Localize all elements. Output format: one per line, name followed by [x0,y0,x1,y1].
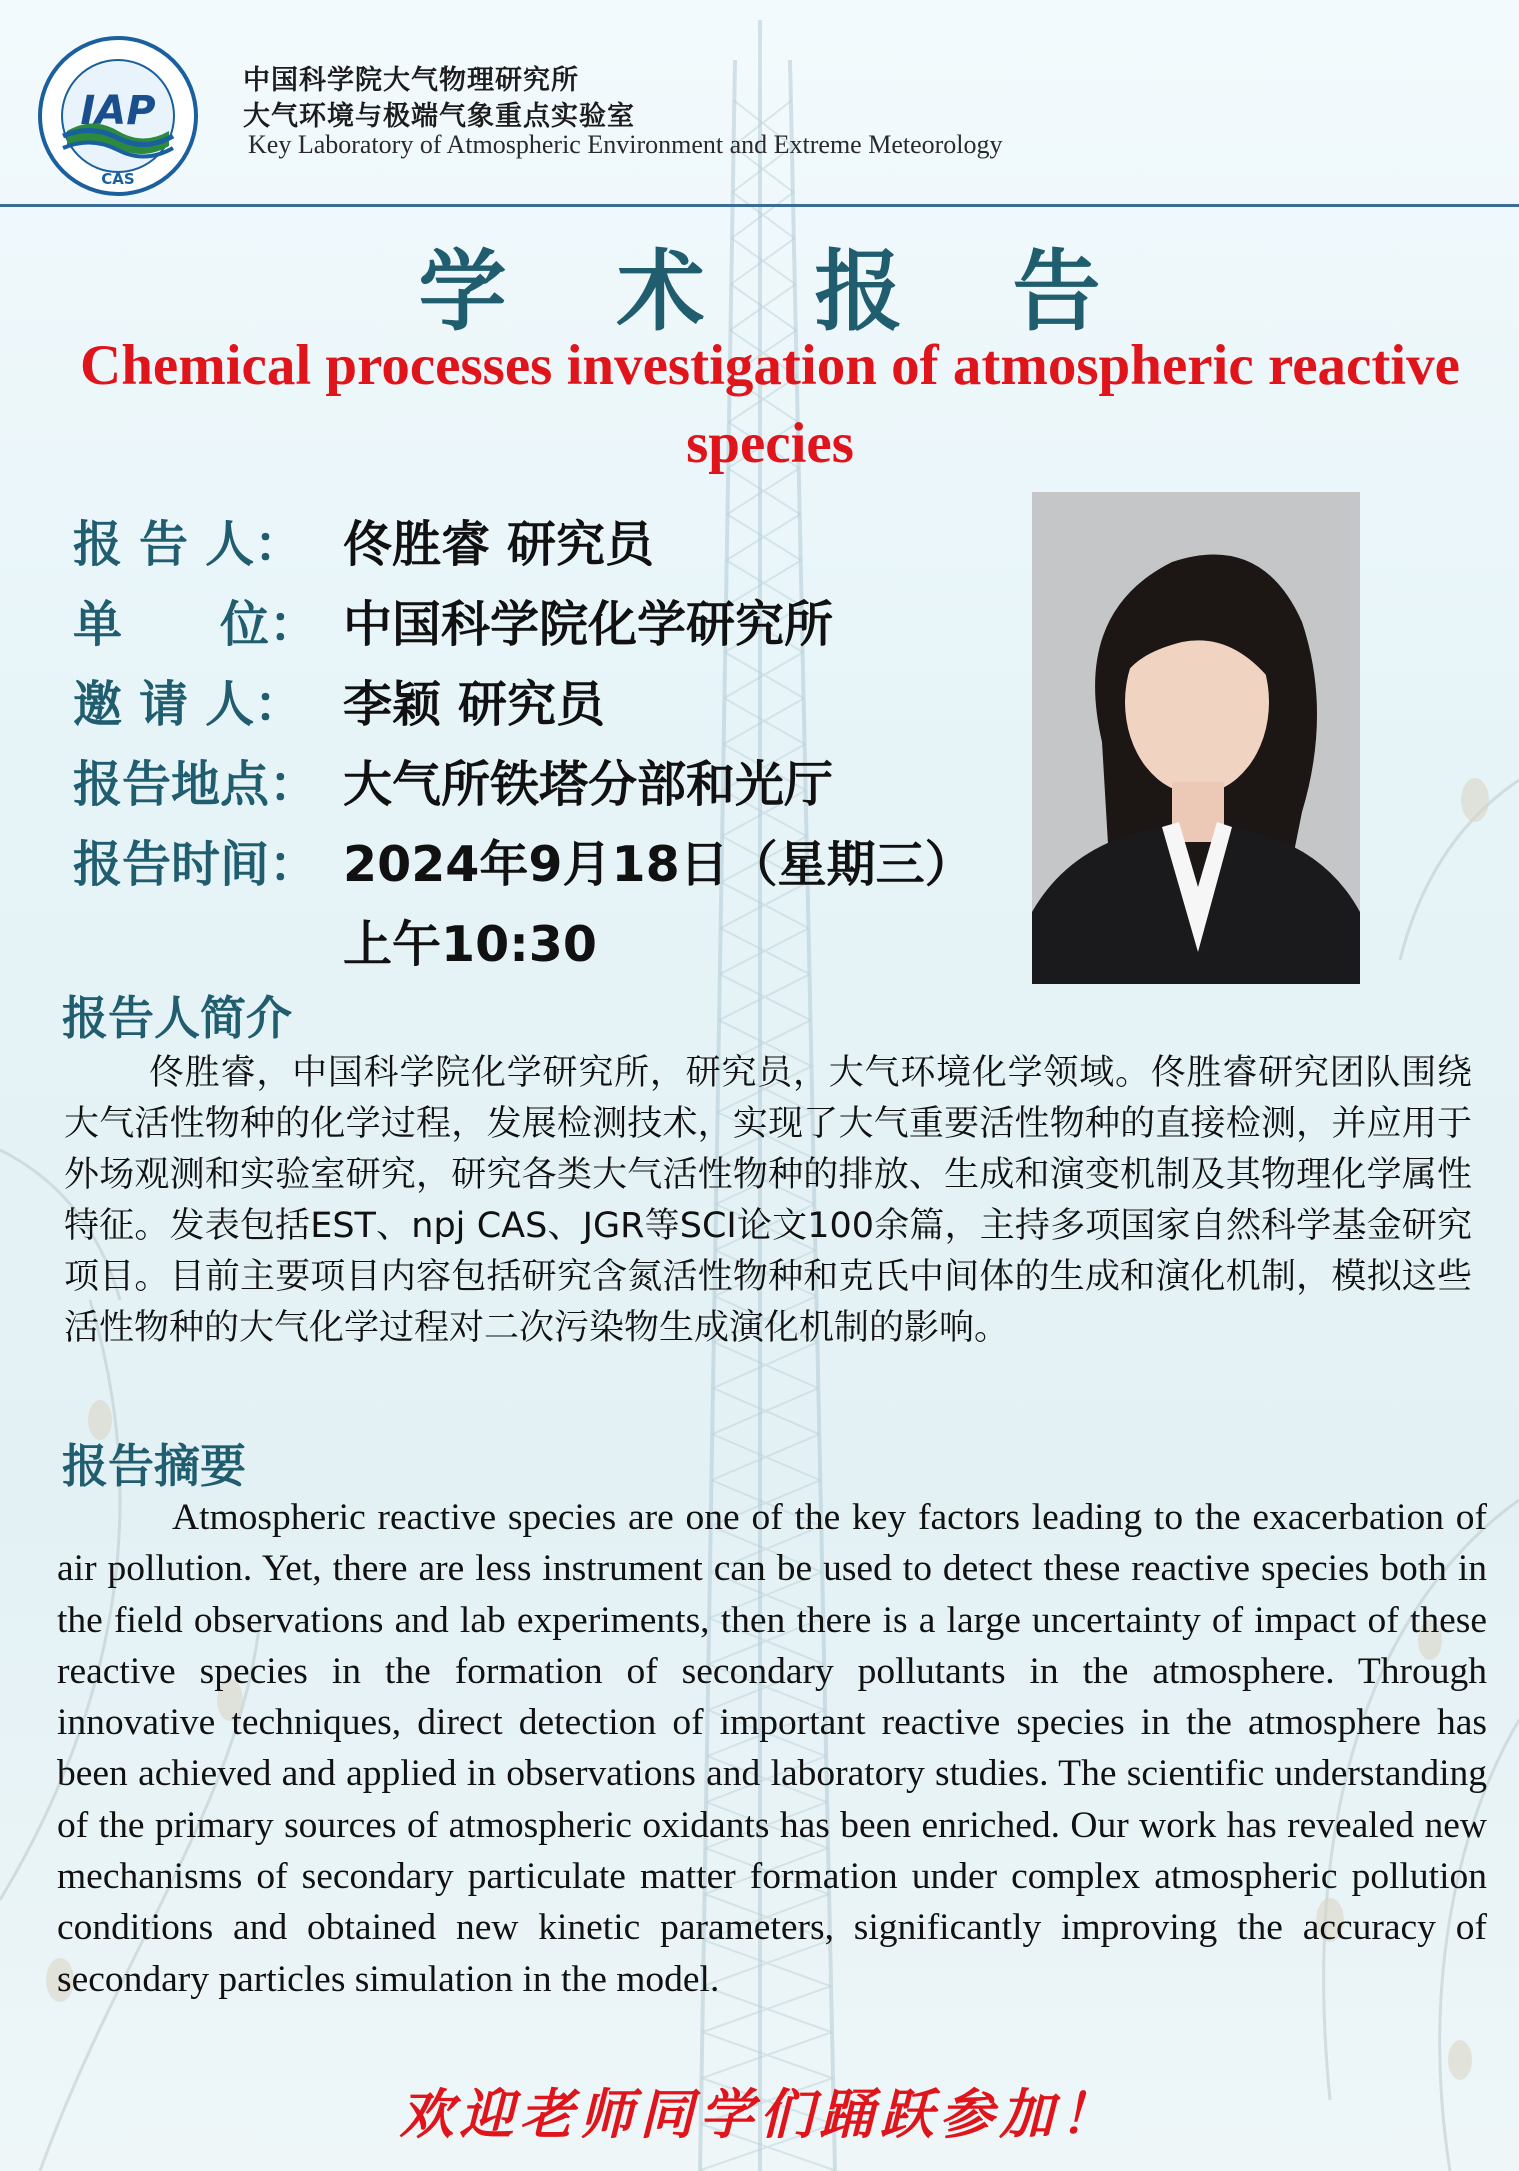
lab-name-en: Key Laboratory of Atmospheric Environment and Extreme Meteorology [248,130,1003,159]
speaker-photo [1032,492,1360,984]
info-value: 上午10:30 [343,916,597,973]
info-value: 佟胜睿 研究员 [343,516,655,573]
abstract-text: Atmospheric reactive species are one of the key factors leading to the exacerbation of air pollution. Yet, there are less instrument can be used to detect these reactive species both in the field observations and lab experiments, then there is a large uncertainty of impact of these reactive species in the formation of secondary pollutants in the atmosphere. Through innovative techniques, direct detection of important reactive species in the atmosphere has been achieved and applied in observations and laboratory studies. The scientific understanding of the primary sources of atmospheric oxidants has been enriched. Our work has revealed new mechanisms of secondary particulate matter formation under complex atmospheric pollution conditions and obtained new kinetic parameters, significantly improving the accuracy of secondary particles simulation in the model. [57,1497,1487,2000]
info-date [73,826,974,896]
info-value: 中国科学院化学研究所 [343,596,834,653]
org-name-cn: 中国科学院大气物理研究所 [243,65,579,96]
svg-text:IAP: IAP [80,88,156,134]
bio-heading: 报告人简介 [62,991,292,1045]
info-time [73,906,597,976]
bio-text: 佟胜睿，中国科学院化学研究所，研究员，大气环境化学领域。佟胜睿研究团队围绕大气活性物种的化学过程，发展检测技术，实现了大气重要活性物种的直接检测，并应用于外场观测和实验室研究，研究各类大气活性物种的排放、生成和演变机制及其物理化学属性特征。发表包括EST、npj CAS、JGR等SCI论文100余篇，主持多项国家自然科学基金研究项目。目前主要项目内容包括研究含氮活性物种和克氏中间体的生成和演化机制，模拟这些活性物种的大气化学过程对二次污染物生成演化机制的影响。 [64,1053,1472,1348]
iap-cas-logo [33,36,203,196]
info-label: 单 位： [73,596,319,653]
info-value: 大气所铁塔分部和光厅 [343,756,834,813]
info-host [73,666,605,736]
talk-title-en: Chemical processes investigation of atmospheric reactive species [80,334,1460,475]
info-label: 邀 请 人： [73,676,304,733]
info-value: 李颖 研究员 [343,676,606,733]
header-divider [0,204,1519,207]
info-label: 报 告 人： [73,516,304,573]
info-label: 报告地点： [73,756,319,813]
info-speaker [73,506,654,576]
info-location [73,746,833,816]
info-value: 2024年9月18日（星期三） [343,836,974,893]
poster-title-cn: 学术报告 [418,239,1211,343]
info-label: 报告时间： [73,836,319,893]
svg-text:CAS: CAS [101,170,135,188]
lab-name-cn: 大气环境与极端气象重点实验室 [243,101,635,132]
info-affiliation [73,586,833,656]
abstract-heading: 报告摘要 [62,1439,246,1493]
welcome-message: 欢迎老师同学们踊跃参加！ [399,2082,1120,2146]
